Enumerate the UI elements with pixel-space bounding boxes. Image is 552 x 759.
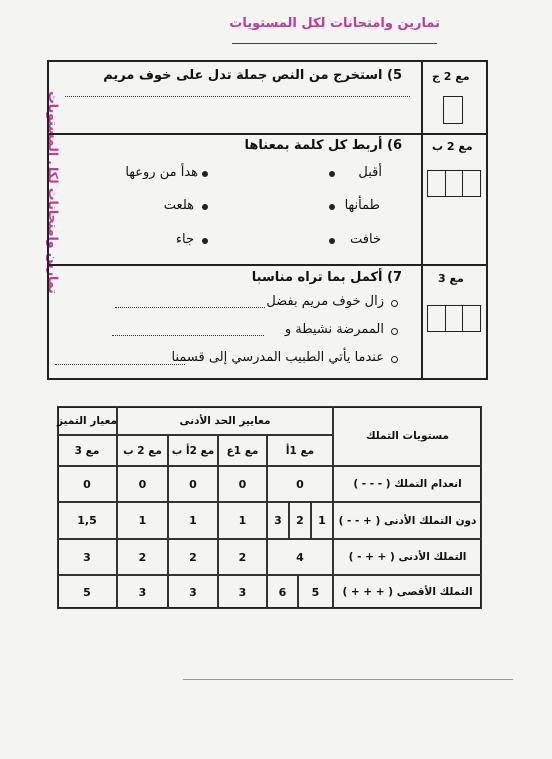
row-3-excellence: 3 <box>57 539 117 575</box>
row-divider-2 <box>47 264 488 266</box>
levels-header: مستويات التملك <box>333 406 482 466</box>
row-3-merged: 4 <box>267 539 333 575</box>
header-rule <box>232 43 437 44</box>
q6-meaning-3-dot[interactable] <box>202 238 208 244</box>
q7-criterion-code: مع 3 <box>438 272 464 285</box>
code-column-divider <box>421 60 423 380</box>
row-1-excellence: 0 <box>57 466 117 502</box>
q5-answer-line[interactable] <box>65 96 410 97</box>
q7-sentence-2: الممرضة نشيطة و <box>284 322 384 337</box>
row-1-label: انعدام التملك ( - - - ) <box>333 466 482 502</box>
q7-score-box-divider <box>445 305 463 332</box>
q7-sentence-1-marker <box>391 300 398 307</box>
q7-sentence-3-blank[interactable] <box>55 364 185 365</box>
q6-meaning-3: جاء <box>175 232 194 247</box>
q6-meaning-2-dot[interactable] <box>202 204 208 210</box>
row-3-c4: 2 <box>117 539 168 575</box>
row-4-excellence: 5 <box>57 575 117 609</box>
site-watermark: تمارين وامتحانات لكل المستويات <box>229 16 440 31</box>
row-4-split-2: 6 <box>267 575 298 609</box>
criterion-1 <box>267 435 333 466</box>
min-criteria-header: معايير الحد الأدنى <box>117 406 333 435</box>
excellence-header: معيار التميز <box>57 406 117 435</box>
row-1-c4: 0 <box>117 466 168 502</box>
row-2-c2: 1 <box>218 502 267 539</box>
row-4-label: التملك الأقصى ( + + + ) <box>333 575 482 609</box>
row-2-c3: 1 <box>168 502 218 539</box>
row-3-label: التملك الأدنى ( + + - ) <box>333 539 482 575</box>
row-2-c4: 1 <box>117 502 168 539</box>
row-4-c2: 3 <box>218 575 267 609</box>
row-2-label: دون التملك الأدنى ( + - - ) <box>333 502 482 539</box>
row-4-c3: 3 <box>168 575 218 609</box>
footer-rule <box>183 679 513 680</box>
q6-word-2-dot[interactable] <box>329 204 335 210</box>
q5-prompt: 5) استخرج من النص جملة تدل على خوف مريم <box>103 68 402 83</box>
q6-word-1: أقبل <box>358 165 382 180</box>
row-1-c1: 0 <box>267 466 333 502</box>
criterion-1-label: مع 1أ <box>285 444 315 457</box>
criterion-2: مع 1ع <box>218 435 267 466</box>
row-2-split-1: 1 <box>311 502 333 539</box>
row-3-c2: 2 <box>218 539 267 575</box>
q6-word-3-dot[interactable] <box>329 238 335 244</box>
side-watermark: تمارين وامتحانات لكل المستويات <box>45 91 61 294</box>
q6-meaning-1: هدأ من روعها <box>125 165 198 180</box>
row-2-excellence: 1,5 <box>57 502 117 539</box>
q7-sentence-2-blank[interactable] <box>112 335 264 336</box>
criterion-4: مع 2 ب <box>117 435 168 466</box>
row-1-c2: 0 <box>218 466 267 502</box>
q6-meaning-1-dot[interactable] <box>202 171 208 177</box>
q7-sentence-2-marker <box>391 328 398 335</box>
q7-sentence-3-marker <box>391 356 398 363</box>
row-1-c3: 0 <box>168 466 218 502</box>
row-divider-1 <box>47 133 488 135</box>
q6-word-1-dot[interactable] <box>329 171 335 177</box>
q7-sentence-1: زال خوف مريم بفضل <box>266 294 384 309</box>
q7-prompt: 7) أكمل بما تراه مناسبا <box>251 270 402 285</box>
criterion-3: مع 2أ ب <box>168 435 218 466</box>
q6-score-box-divider <box>445 170 463 197</box>
row-2-split-2: 2 <box>289 502 311 539</box>
q5-score-box[interactable] <box>443 96 463 124</box>
q6-criterion-code: مع 2 ب <box>432 140 473 153</box>
row-2-split-3: 3 <box>267 502 289 539</box>
q7-sentence-1-blank[interactable] <box>115 307 265 308</box>
q6-word-2: طمأنها <box>344 198 380 213</box>
row-4-c4: 3 <box>117 575 168 609</box>
criterion-5: مع 3 <box>57 435 117 466</box>
q6-meaning-2: هلعت <box>163 198 194 213</box>
q7-sentence-3: عندما يأتي الطبيب المدرسي إلى قسمنا <box>171 350 384 365</box>
q6-prompt: 6) أربط كل كلمة بمعناها <box>244 138 402 153</box>
q5-criterion-code: مع 2 ج <box>432 70 470 83</box>
row-3-c3: 2 <box>168 539 218 575</box>
row-4-split-1: 5 <box>298 575 333 609</box>
q6-word-3: خافت <box>350 232 381 247</box>
